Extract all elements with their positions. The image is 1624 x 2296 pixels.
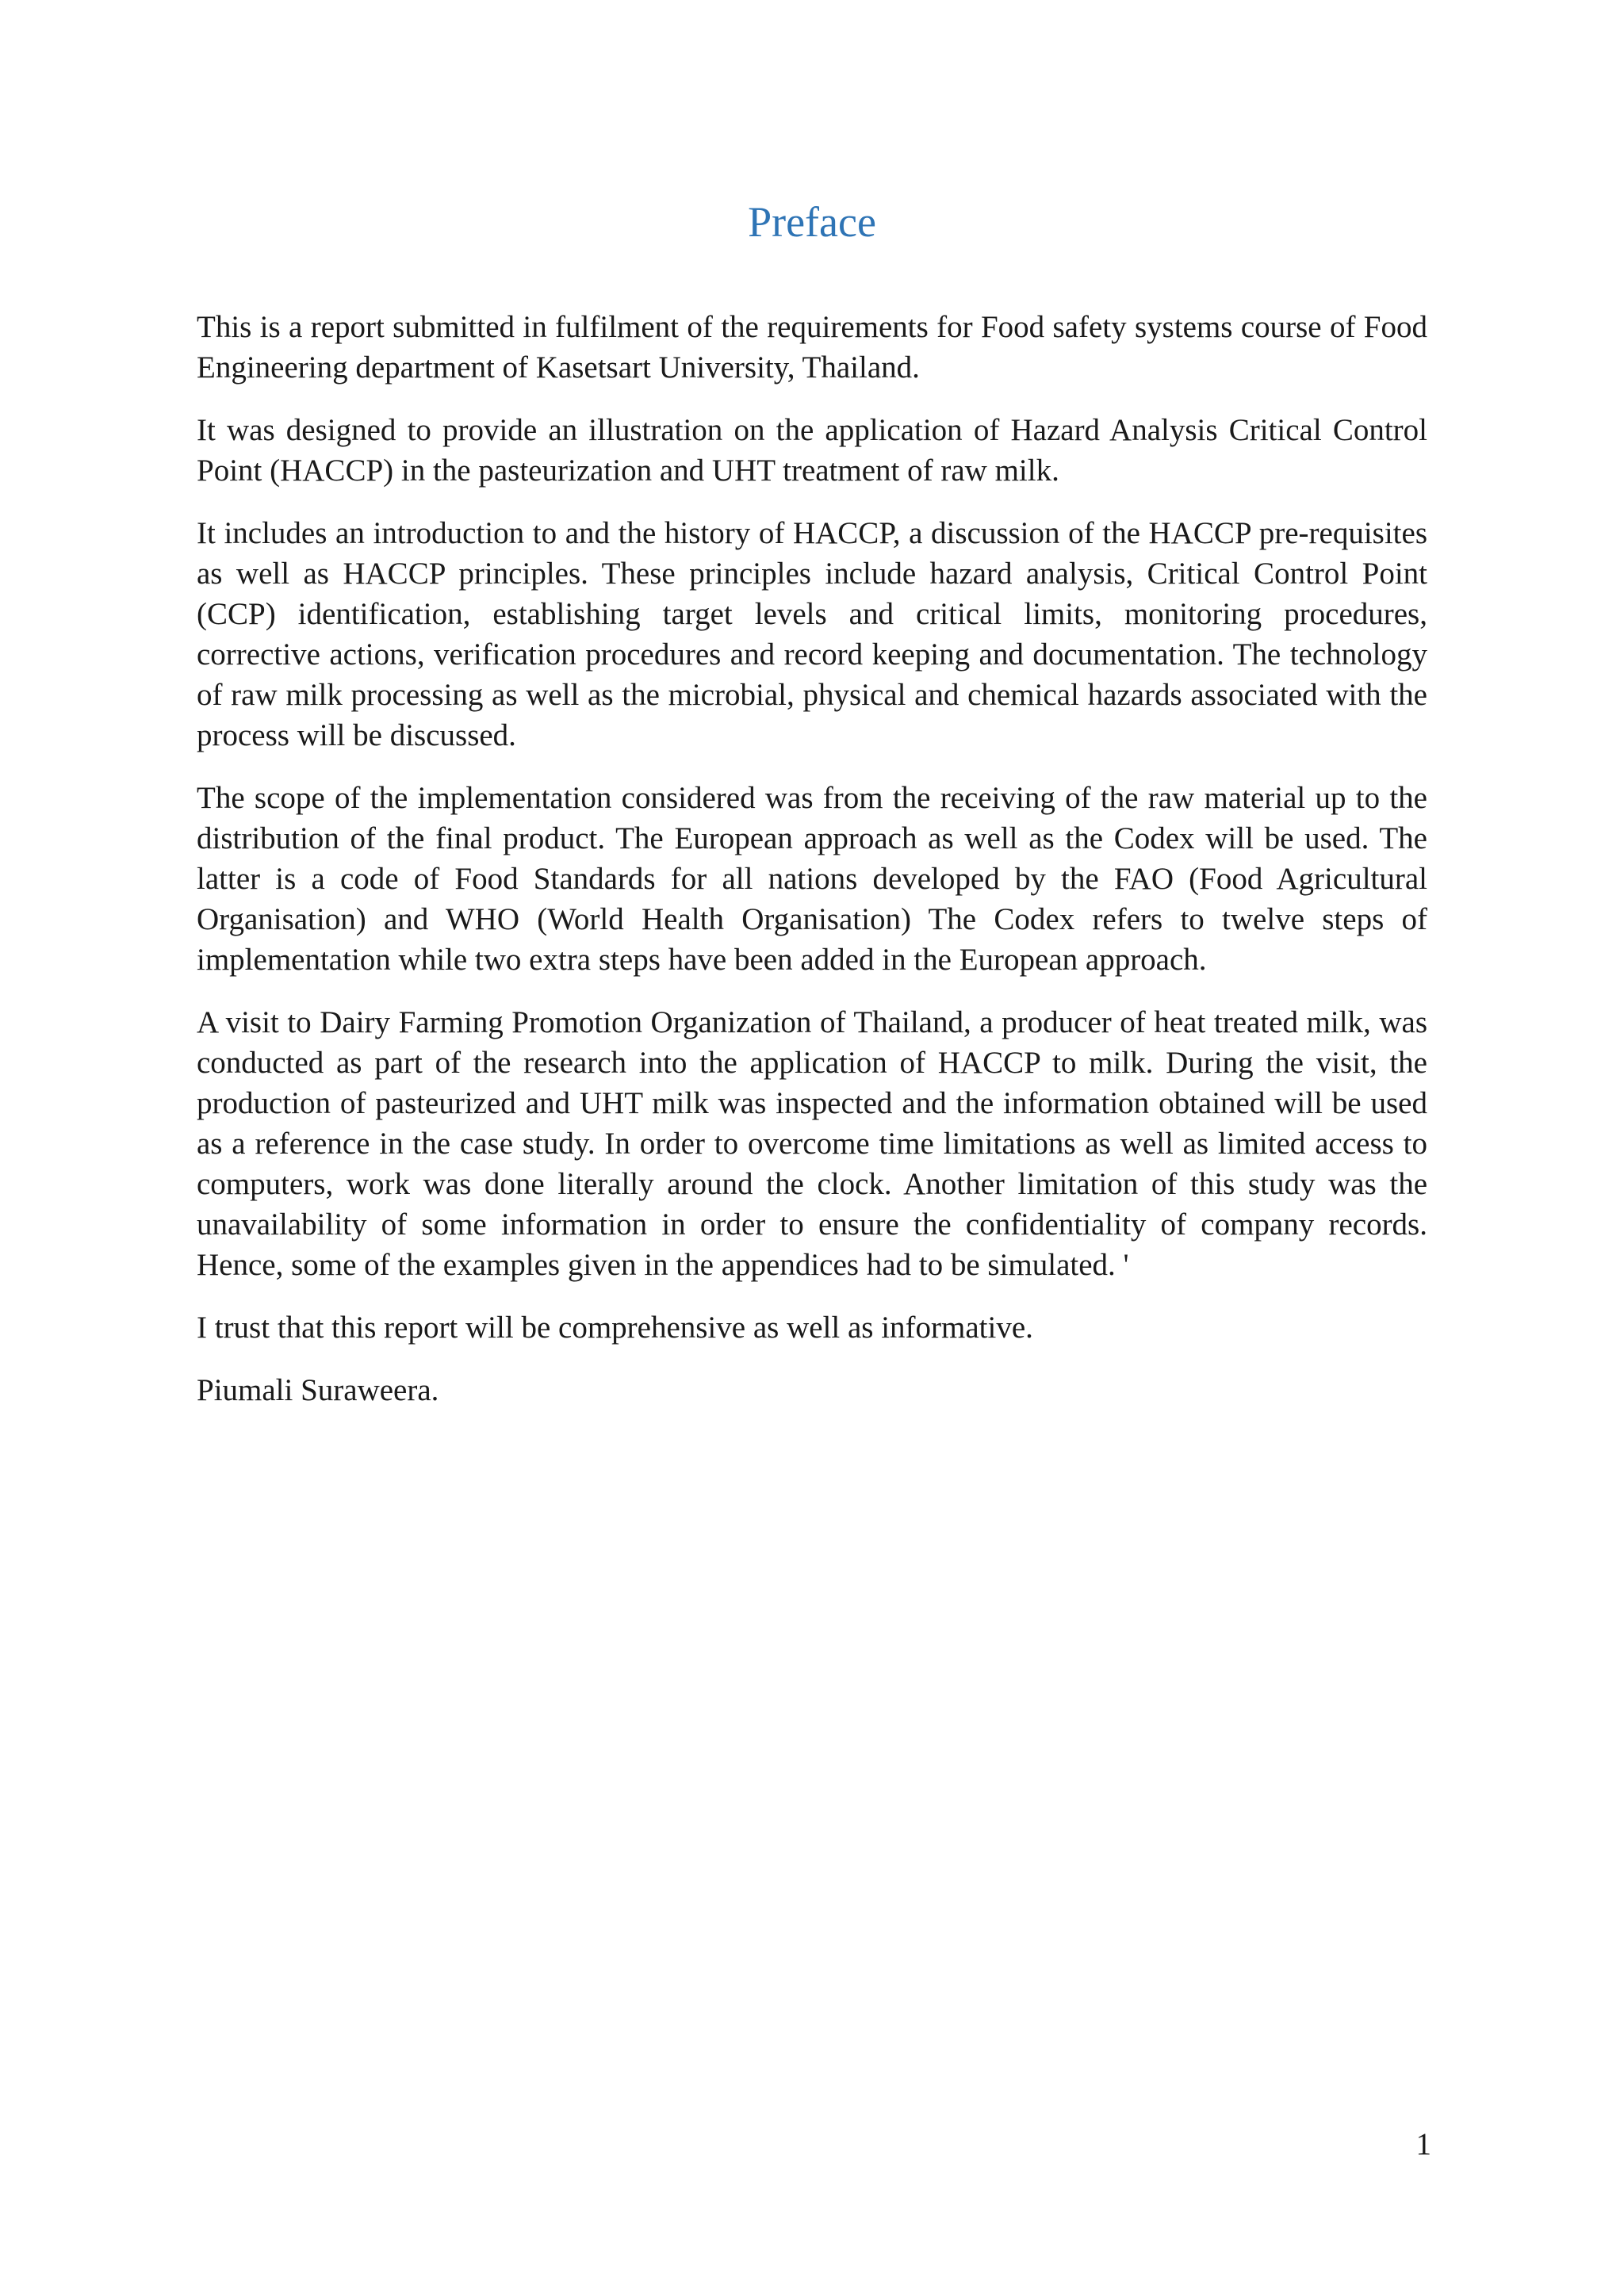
preface-paragraph-3: It includes an introduction to and the history of HACCP, a discussion of the HACCP pre-requisites as well as HACCP principles. These principles include hazard analysis, Critical Control Point (CCP) identification, establishing target levels and critical limits, monitoring procedures, corrective actions, verification procedures and record keeping and documentation. The technology of raw milk processing as well as the microbial, physical and chemical hazards associated with the process will be discussed. [197, 516, 1427, 752]
closing-statement: I trust that this report will be comprehensive as well as informative. [197, 1311, 1033, 1345]
page-number: 1 [1415, 2127, 1431, 2161]
preface-paragraph-1: This is a report submitted in fulfilment of the requirements for Food safety systems course of Food Engineering department of Kasetsart University, Thailand. [197, 310, 1427, 385]
preface-paragraph-4: The scope of the implementation considered was from the receiving of the raw material up to the distribution of the final product. The European approach as well as the Codex will be used. The latter is a code of Food Standards for all nations developed by the FAO (Food Agricultural Organisation) and WHO (World Health Organisation) The Codex refers to twelve steps of implementation while two extra steps have been added in the European approach. [197, 781, 1427, 977]
author-signature-name: Piumali Suraweera. [197, 1373, 439, 1407]
preface-paragraph-5: A visit to Dairy Farming Promotion Organization of Thailand, a producer of heat treated milk, was conducted as part of the research into the application of HACCP to milk. During the visit, the production of pasteurized and UHT milk was inspected and the information obtained will be used as a reference in the case study. In order to overcome time limitations as well as limited access to computers, work was done literally around the clock. Another limitation of this study was the unavailability of some information in order to ensure the confidentiality of company records. Hence, some of the examples given in the appendices had to be simulated. ' [197, 1005, 1427, 1282]
preface-paragraph-2: It was designed to provide an illustration on the application of Hazard Analysis Critical Control Point (HACCP) in the pasteurization and UHT treatment of raw milk. [197, 413, 1427, 488]
page-content [197, 194, 1427, 1433]
page-title: Preface [748, 198, 876, 246]
